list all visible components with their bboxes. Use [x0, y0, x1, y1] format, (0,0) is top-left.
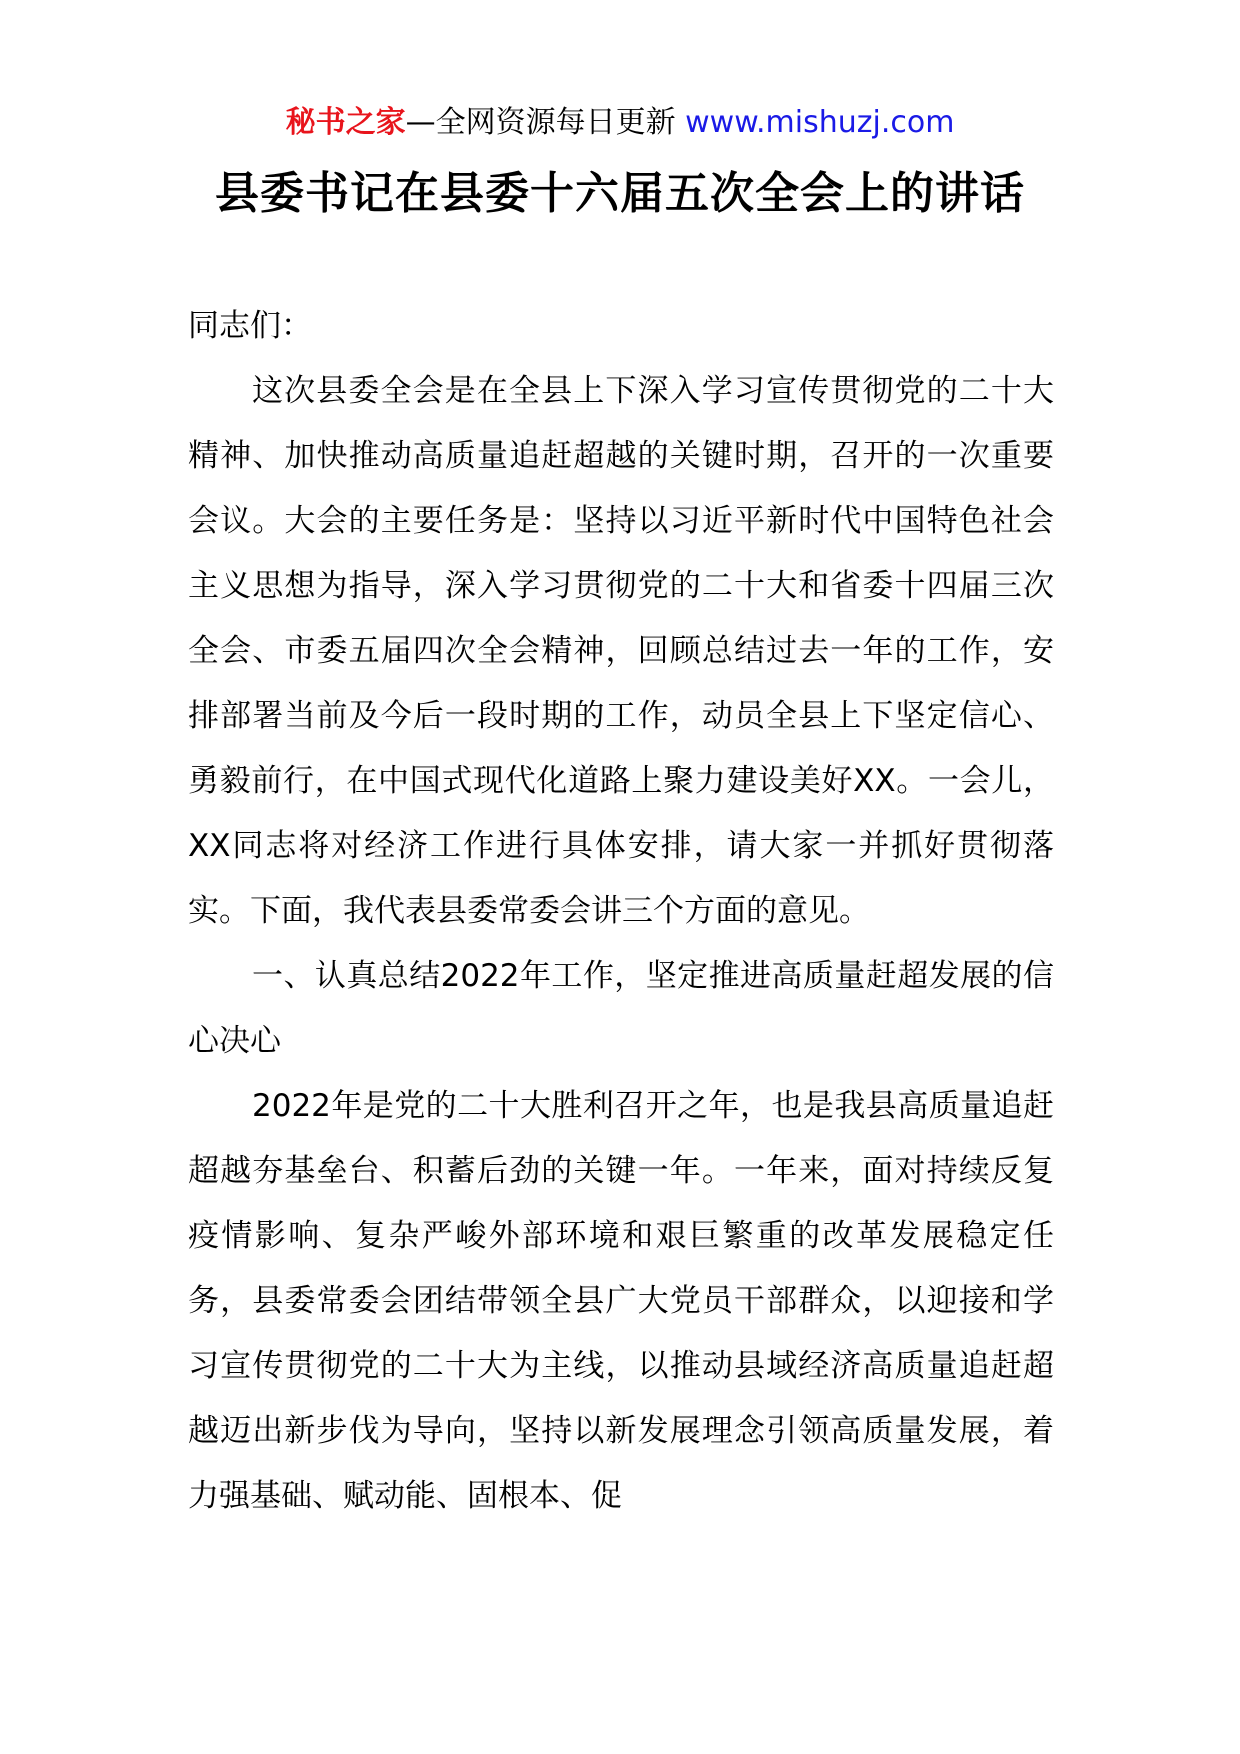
document-title: 县委书记在县委十六届五次全会上的讲话	[215, 168, 1025, 219]
site-url-link[interactable]: www.mishuzj.com	[685, 105, 955, 140]
brand-name: 秘书之家	[285, 105, 406, 140]
body-paragraph: 2022年是党的二十大胜利召开之年，也是我县高质量追赶超越夯基垒台、积蓄后劲的关键一年。一年来，面对持续反复疫情影响、复杂严峻外部环境和艰巨繁重的改革发展稳定任务，县委常委会团结带领全县广大党员干部群众，以迎接和学习宣传贯彻党的二十大为主线，以推动县域经济高质量追赶超越迈出新步伐为导向，坚持以新发展理念引领高质量发展，着力强基础、赋动能、固根本、促	[188, 1088, 1054, 1514]
salutation: 同志们：	[188, 308, 312, 344]
site-header	[0, 101, 1240, 145]
body-paragraph: 这次县委全会是在全县上下深入学习宣传贯彻党的二十大精神、加快推动高质量追赶超越的关键时期，召开的一次重要会议。大会的主要任务是：坚持以习近平新时代中国特色社会主义思想为指导，深入学习贯彻党的二十大和省委十四届三次全会、市委五届四次全会精神，回顾总结过去一年的工作，安排部署当前及今后一段时期的工作，动员全县上下坚定信心、勇毅前行，在中国式现代化道路上聚力建设美好XX。一会儿，XX同志将对经济工作进行具体安排，请大家一并抓好贯彻落实。下面，我代表县委常委会讲三个方面的意见。	[188, 373, 1054, 929]
header-tagline: —全网资源每日更新	[405, 105, 686, 140]
document-body	[188, 294, 1054, 1529]
section-heading: 一、认真总结2022年工作，坚定推进高质量赶超发展的信心决心	[188, 958, 1054, 1059]
